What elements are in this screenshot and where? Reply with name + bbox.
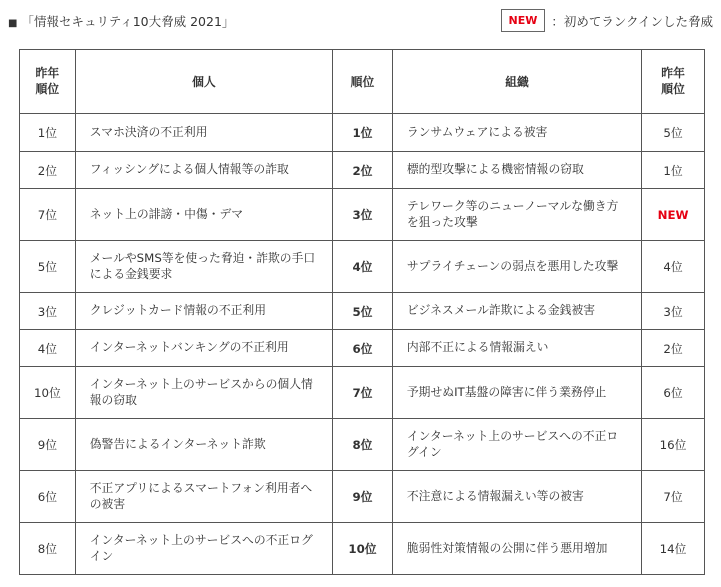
individual-threat-cell: メールやSMS等を使った脅迫・詐欺の手口による金銭要求 — [75, 241, 332, 293]
rank-cell: 10位 — [333, 523, 393, 575]
individual-threat-cell: スマホ決済の不正利用 — [75, 114, 332, 152]
organization-threat-cell: 予期せぬIT基盤の障害に伴う業務停止 — [392, 367, 641, 419]
header-prev-line2: 順位 — [661, 81, 685, 96]
prev-rank-organization-cell: 2位 — [642, 330, 705, 367]
prev-rank-organization-cell: 14位 — [642, 523, 705, 575]
organization-threat-cell: ビジネスメール詐欺による金銭被害 — [392, 293, 641, 330]
organization-threat-cell: ランサムウェアによる被害 — [392, 114, 641, 152]
header-prev-rank-organization — [642, 50, 705, 114]
organization-threat-cell: サプライチェーンの弱点を悪用した攻撃 — [392, 241, 641, 293]
header-prev-line2: 順位 — [35, 81, 60, 96]
table-row — [20, 419, 705, 471]
rank-cell: 7位 — [333, 367, 393, 419]
table-row — [20, 367, 705, 419]
individual-threat-cell: フィッシングによる個人情報等の詐取 — [75, 152, 332, 189]
prev-rank-individual-cell: 8位 — [20, 523, 76, 575]
organization-threat-cell: 不注意による情報漏えい等の被害 — [392, 471, 641, 523]
table-row — [20, 152, 705, 189]
header-organization: 組織 — [392, 50, 641, 114]
header-rank: 順位 — [333, 50, 393, 114]
organization-threat-cell: テレワーク等のニューノーマルな働き方を狙った攻撃 — [392, 189, 641, 241]
title-text: 「情報セキュリティ10大脅威 2021」 — [21, 14, 235, 29]
table-row — [20, 471, 705, 523]
individual-threat-cell: インターネット上のサービスからの個人情報の窃取 — [75, 367, 332, 419]
rank-cell: 1位 — [333, 114, 393, 152]
legend — [501, 9, 714, 32]
organization-threat-cell: 内部不正による情報漏えい — [392, 330, 641, 367]
rank-cell: 8位 — [333, 419, 393, 471]
rank-cell: 4位 — [333, 241, 393, 293]
table-row — [20, 189, 705, 241]
individual-threat-cell: 偽警告によるインターネット詐欺 — [75, 419, 332, 471]
legend-text: ：初めてランクインした脅威 — [551, 13, 713, 29]
individual-threat-cell: 不正アプリによるスマートフォン利用者への被害 — [75, 471, 332, 523]
prev-rank-individual-cell: 9位 — [20, 419, 76, 471]
table-header-row — [20, 50, 705, 114]
rank-cell: 6位 — [333, 330, 393, 367]
prev-rank-organization-cell: 16位 — [642, 419, 705, 471]
prev-rank-individual-cell: 4位 — [20, 330, 76, 367]
individual-threat-cell: インターネット上のサービスへの不正ログイン — [75, 523, 332, 575]
organization-threat-cell: インターネット上のサービスへの不正ログイン — [392, 419, 641, 471]
header-individual: 個人 — [75, 50, 332, 114]
prev-rank-organization-cell: 1位 — [642, 152, 705, 189]
table-row — [20, 330, 705, 367]
table-row — [20, 523, 705, 575]
rank-cell: 3位 — [333, 189, 393, 241]
prev-rank-organization-cell: 6位 — [642, 367, 705, 419]
organization-threat-cell: 標的型攻撃による機密情報の窃取 — [392, 152, 641, 189]
header-prev-line1: 昨年 — [35, 65, 60, 80]
prev-rank-organization-cell: 3位 — [642, 293, 705, 330]
page-title — [8, 12, 234, 30]
prev-rank-organization-cell: 4位 — [642, 241, 705, 293]
prev-rank-individual-cell: 5位 — [20, 241, 76, 293]
rank-cell: 2位 — [333, 152, 393, 189]
prev-rank-individual-cell: 7位 — [20, 189, 76, 241]
prev-rank-organization-cell: 7位 — [642, 471, 705, 523]
organization-threat-cell: 脆弱性対策情報の公開に伴う悪用増加 — [392, 523, 641, 575]
individual-threat-cell: ネット上の誹謗・中傷・デマ — [75, 189, 332, 241]
prev-rank-individual-cell: 2位 — [20, 152, 76, 189]
square-bullet-icon: ■ — [8, 18, 18, 29]
rank-cell: 9位 — [333, 471, 393, 523]
table-row — [20, 114, 705, 152]
header-prev-rank-individual — [20, 50, 76, 114]
prev-rank-organization-cell: 5位 — [642, 114, 705, 152]
prev-rank-organization-cell: NEW — [642, 189, 705, 241]
prev-rank-individual-cell: 6位 — [20, 471, 76, 523]
individual-threat-cell: インターネットバンキングの不正利用 — [75, 330, 332, 367]
new-badge: NEW — [501, 9, 546, 32]
header-prev-line1: 昨年 — [661, 65, 685, 80]
threats-table — [19, 49, 705, 575]
table-row — [20, 293, 705, 330]
individual-threat-cell: クレジットカード情報の不正利用 — [75, 293, 332, 330]
table-row — [20, 241, 705, 293]
rank-cell: 5位 — [333, 293, 393, 330]
prev-rank-individual-cell: 1位 — [20, 114, 76, 152]
prev-rank-individual-cell: 3位 — [20, 293, 76, 330]
prev-rank-individual-cell: 10位 — [20, 367, 76, 419]
